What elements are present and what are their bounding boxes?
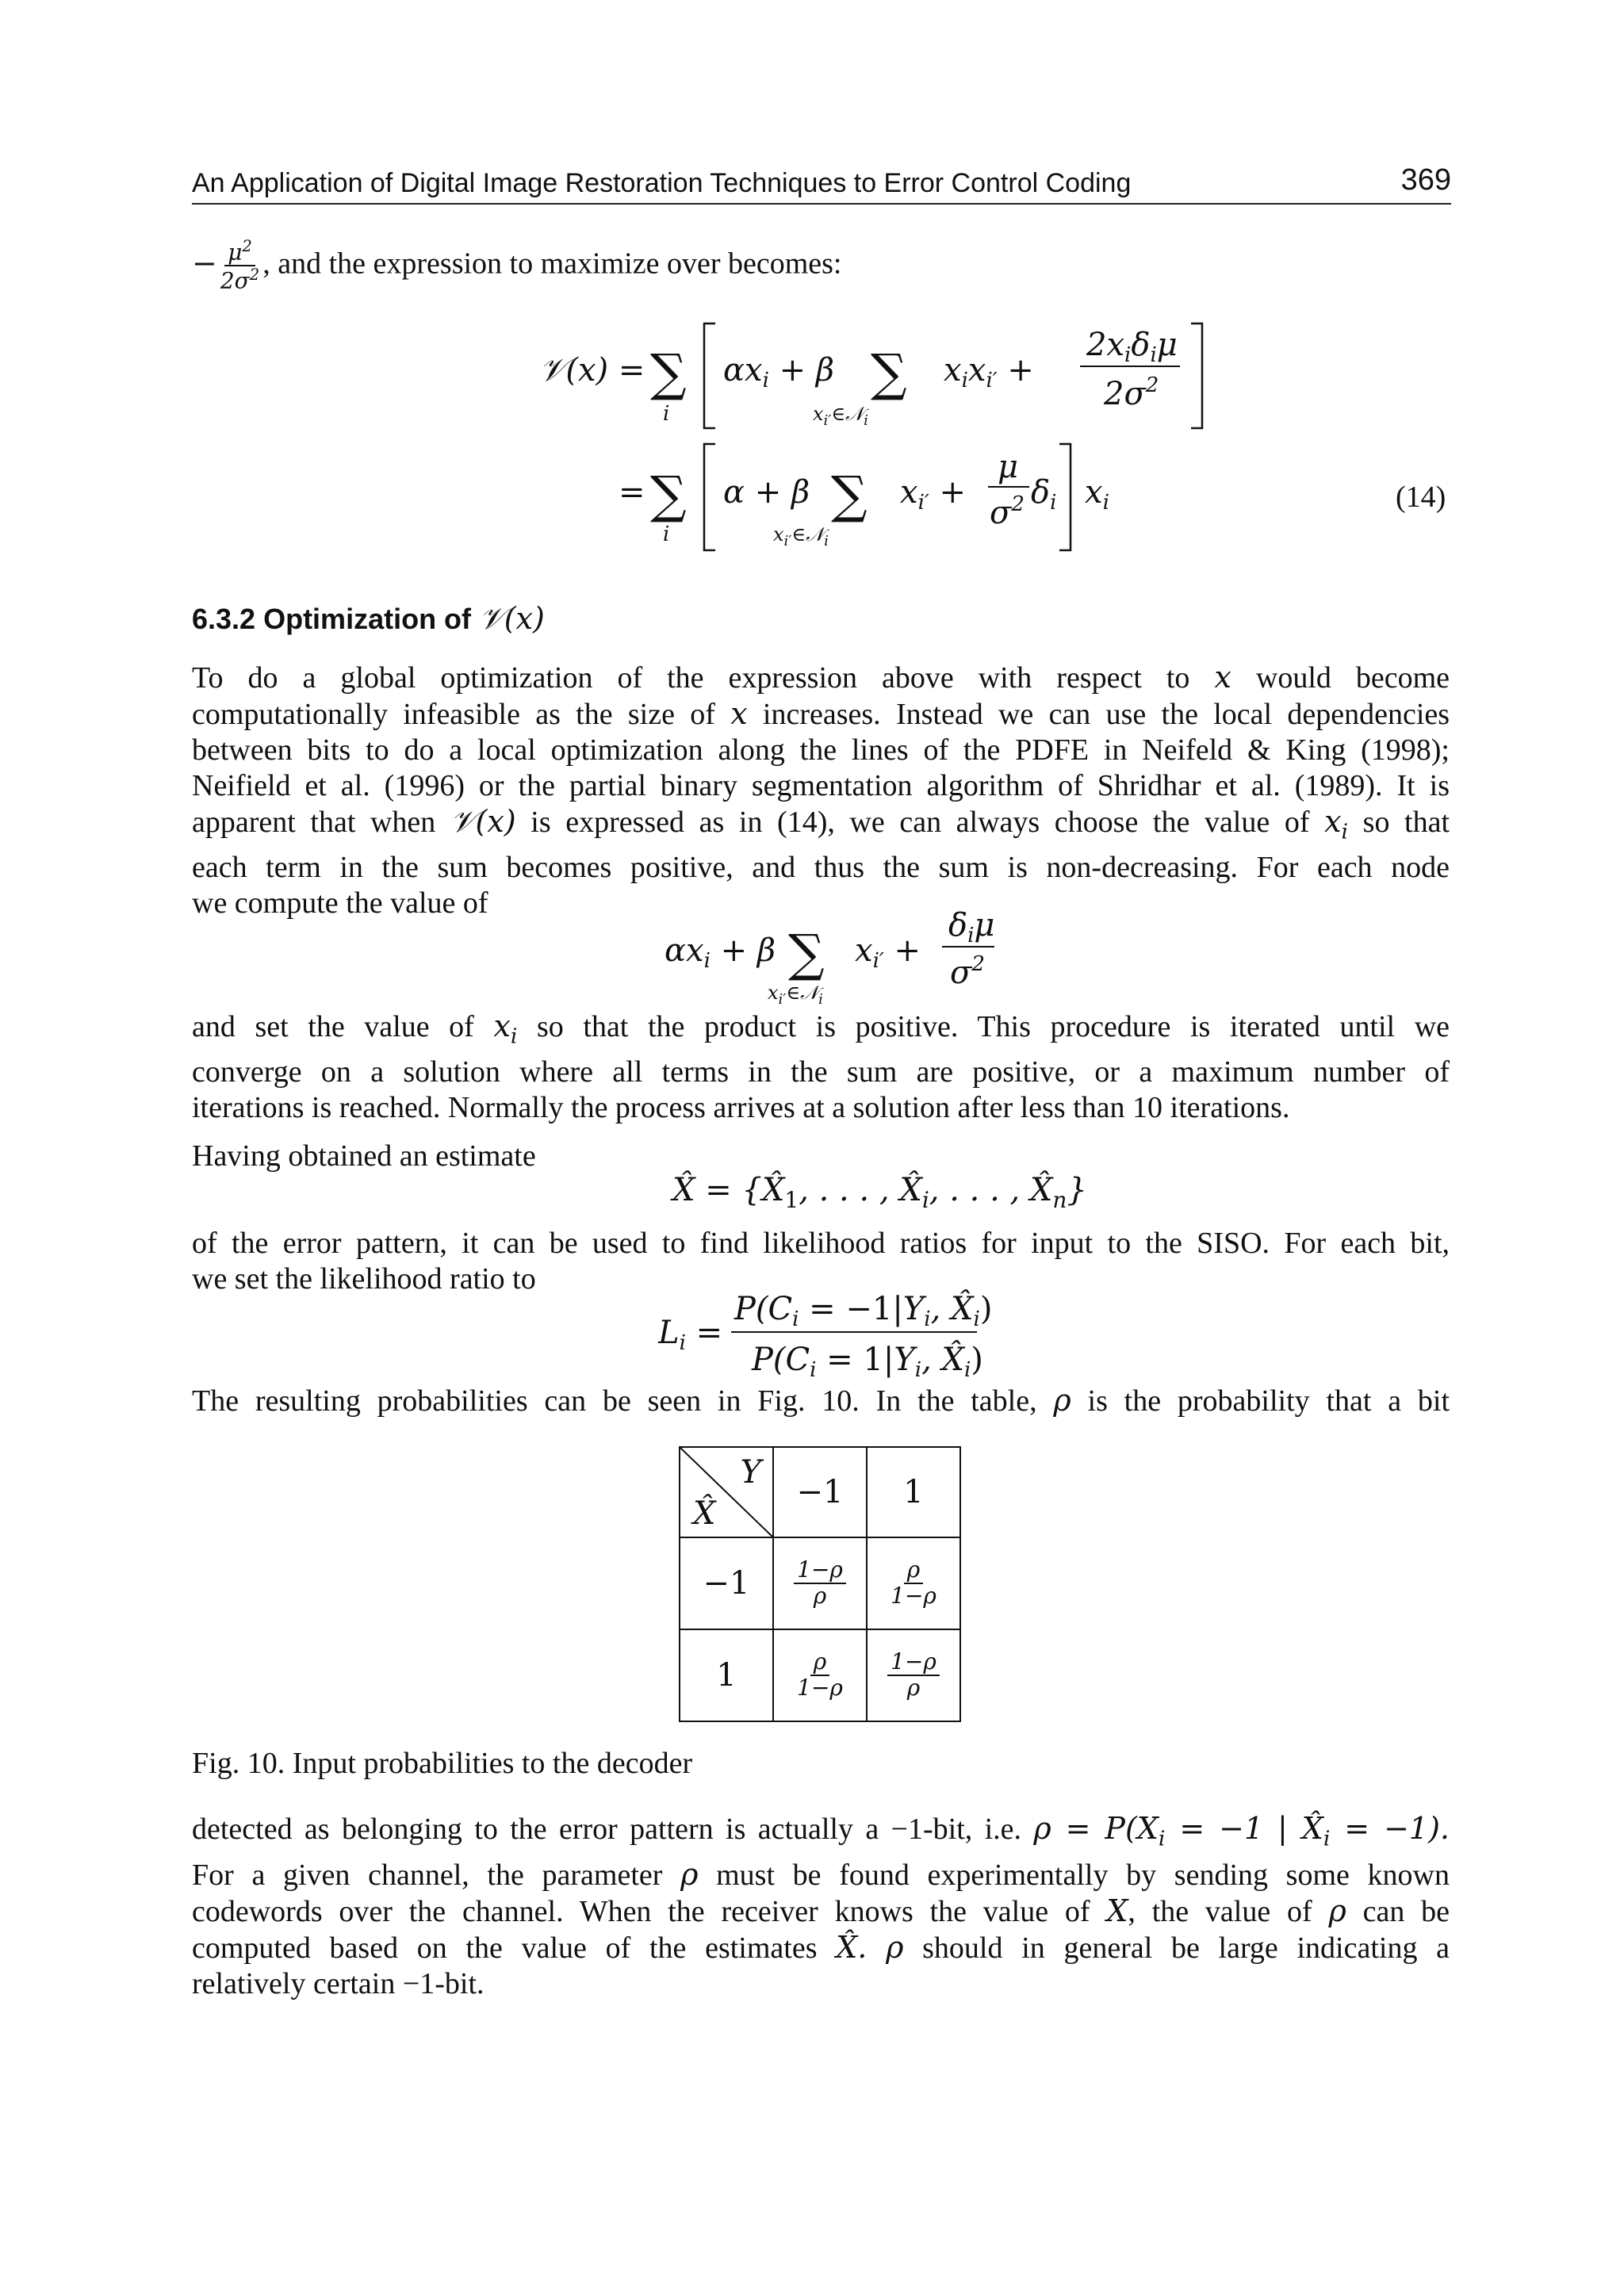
svg-text:xi′∈𝒩i: $x_{i'}\in 𝒩_i$ <box>813 403 868 429</box>
running-title: An Application of Digital Image Restoration Techniques to Error Control Coding <box>192 168 1132 198</box>
paragraph-optimization <box>192 660 1450 921</box>
svg-text:αxi + β: $\alpha x_i + \beta$ <box>665 932 776 973</box>
para2-line-1: and set the value of $x_i$ so that the product is positive. This procedure is iterated until we <box>192 1009 1450 1049</box>
svg-text:μ: μ <box>998 449 1018 485</box>
cell-neg1-neg1: $\frac{1-\rho}{\rho}$ <box>773 1537 867 1629</box>
svg-text:∑: ∑ <box>650 466 687 525</box>
svg-text:2σ2: $2\sigma^2$ <box>1104 373 1159 412</box>
para1-line-1: To do a global optimization of the expression above with respect to x would become <box>192 660 1450 695</box>
intro-text: , and the expression to maximize over becomes: <box>262 247 842 281</box>
likelihood-ratio-expression <box>658 1286 991 1389</box>
para5-line-1: The resulting probabilities can be seen in Fig. 10. In the table, ρ is the probability that a bit <box>192 1383 1450 1418</box>
row-header-pos1: 1 <box>680 1629 773 1721</box>
node-value-formula <box>665 904 998 1015</box>
paragraph-probabilities <box>192 1383 1450 1419</box>
svg-text:xi′ +: $x_{i'}$ + <box>855 932 921 973</box>
cell-pos1-pos1: $\frac{1-\rho}{\rho}$ <box>867 1629 960 1721</box>
figure-caption: Fig. 10. Input probabilities to the decoder <box>192 1747 693 1780</box>
para6-line-5: relatively certain −1-bit. <box>192 1966 485 2000</box>
intro-line <box>192 238 1450 293</box>
section-heading <box>192 601 545 637</box>
svg-text:xi′ +: $x_{i'}$ + <box>900 474 967 515</box>
svg-text:σ2: $\sigma^2$ <box>990 492 1025 531</box>
svg-text:i: i <box>663 523 670 546</box>
node-value-expression <box>665 904 998 1023</box>
para1-line-3: between bits to do a local optimization along the lines of the PDFE in Neifeld & King (1998); <box>192 733 1450 767</box>
svg-text:Li =: $L_i$ = <box>658 1315 723 1355</box>
para6-line-3: codewords over the channel. When the receiver knows the value of X, the value of ρ can be <box>192 1893 1450 1928</box>
para1-line-5: apparent that when 𝒱(x) is expressed as in (14), we can always choose the value of $x_i$ so that <box>192 804 1450 844</box>
svg-text:xi′∈𝒩i: $x_{i'}\in 𝒩_i$ <box>768 982 823 1008</box>
svg-text:∑: ∑ <box>788 924 825 983</box>
cell-pos1-neg1: $\frac{\rho}{1-\rho}$ <box>773 1629 867 1721</box>
col-header-y: Y <box>740 1454 761 1491</box>
svg-text:∑: ∑ <box>650 344 687 403</box>
para4-line-1: of the error pattern, it can be used to find likelihood ratios for input to the SISO. For each bit, <box>192 1227 1450 1260</box>
equation-number: (14) <box>1396 480 1446 514</box>
svg-text:δi: $\delta_i$ <box>1031 474 1057 515</box>
svg-text:i: i <box>663 402 670 426</box>
svg-text:=: = <box>619 474 645 511</box>
para1-line-6: each term in the sum becomes positive, and thus the sum is non-decreasing. For each node <box>192 850 1450 884</box>
svg-text:xi′∈𝒩i: $x_{i'}\in 𝒩_i$ <box>773 523 829 549</box>
para6-line-4: computed based on the value of the estimates X̂. ρ should in general be large indicating a <box>192 1929 1450 1965</box>
para3-line-1: Having obtained an estimate <box>192 1139 536 1173</box>
svg-text:xi: $x_i$ <box>1085 474 1109 515</box>
equation-v-x-expansion <box>539 317 1427 452</box>
svg-text:σ2: $\sigma^2$ <box>950 952 985 991</box>
svg-text:∑: ∑ <box>871 344 907 403</box>
svg-text:P(Ci = 1|Yi, X̂i): $P(C_i = 1|Y_i$, $X̂_i$) <box>752 1342 983 1381</box>
section-heading-text: 6.3.2 Optimization of <box>192 603 472 635</box>
svg-text:2xiδiμ: $2x_i\delta_i\mu$ <box>1086 327 1178 367</box>
neg-mu-squared-fraction: − $\frac{\mu^2}{2\sigma^2}$ <box>192 237 260 294</box>
para1-line-4: Neifield et al. (1996) or the partial binary segmentation algorithm of Shridhar et al. (1989). It is <box>192 769 1450 802</box>
para2-line-3: iterations is reached. Normally the process arrives at a solution after less than 10 iterations. <box>192 1090 1290 1124</box>
section-heading-math: 𝒱(x) <box>479 601 545 636</box>
para4-line-2: we set the likelihood ratio to <box>192 1262 536 1296</box>
paragraph-iteration <box>192 1009 1450 1126</box>
running-header <box>192 165 1451 205</box>
svg-text:α + β: α + β <box>723 474 810 511</box>
svg-text:𝒱(x) =: 𝒱(x) = <box>539 352 645 389</box>
svg-text:δiμ: $\delta_i\mu$ <box>948 907 995 947</box>
paragraph-rho-definition <box>192 1811 1450 2002</box>
likelihood-ratio-formula <box>658 1286 991 1381</box>
para6-line-2: For a given channel, the parameter ρ must be found experimentally by sending some known <box>192 1856 1450 1892</box>
input-probability-table <box>679 1446 961 1722</box>
paragraph-estimate <box>192 1139 1450 1174</box>
equation-v-x-regrouped <box>619 438 1221 557</box>
svg-text:αxi + β: $\alpha x_i + \beta$ <box>723 352 834 392</box>
para1-line-7: we compute the value of <box>192 886 488 920</box>
equation-14-line-2 <box>619 438 1221 565</box>
col-header-neg1: −1 <box>773 1447 867 1537</box>
estimate-set-expression: X̂ = {$X̂_1$, . . . , $X̂_i$, . . . , $X̂_n$} <box>672 1172 1087 1213</box>
svg-text:∑: ∑ <box>831 466 868 525</box>
page-number: 369 <box>1400 163 1451 197</box>
cell-neg1-pos1: $\frac{\rho}{1-\rho}$ <box>867 1537 960 1629</box>
para2-line-2: converge on a solution where all terms in the sum are positive, or a maximum number of <box>192 1055 1450 1089</box>
para1-line-2: computationally infeasible as the size of x increases. Instead we can use the local dependencies <box>192 696 1450 731</box>
col-header-pos1: 1 <box>867 1447 960 1537</box>
row-header-x-hat: X̂ <box>693 1495 716 1532</box>
svg-text:P(Ci = −1|Yi, X̂i): $P(C_i = -1|Y_i$, $X̂_i$) <box>734 1291 991 1331</box>
table-corner-cell <box>680 1447 773 1537</box>
svg-text:xixi′ +: $x_ix_{i'}$ + <box>944 352 1034 392</box>
para6-line-1: detected as belonging to the error pattern is actually a −1-bit, i.e. $\rho = P(X_i = -1$ | $X̂_i = -1$). <box>192 1811 1450 1851</box>
row-header-neg1: −1 <box>680 1537 773 1629</box>
